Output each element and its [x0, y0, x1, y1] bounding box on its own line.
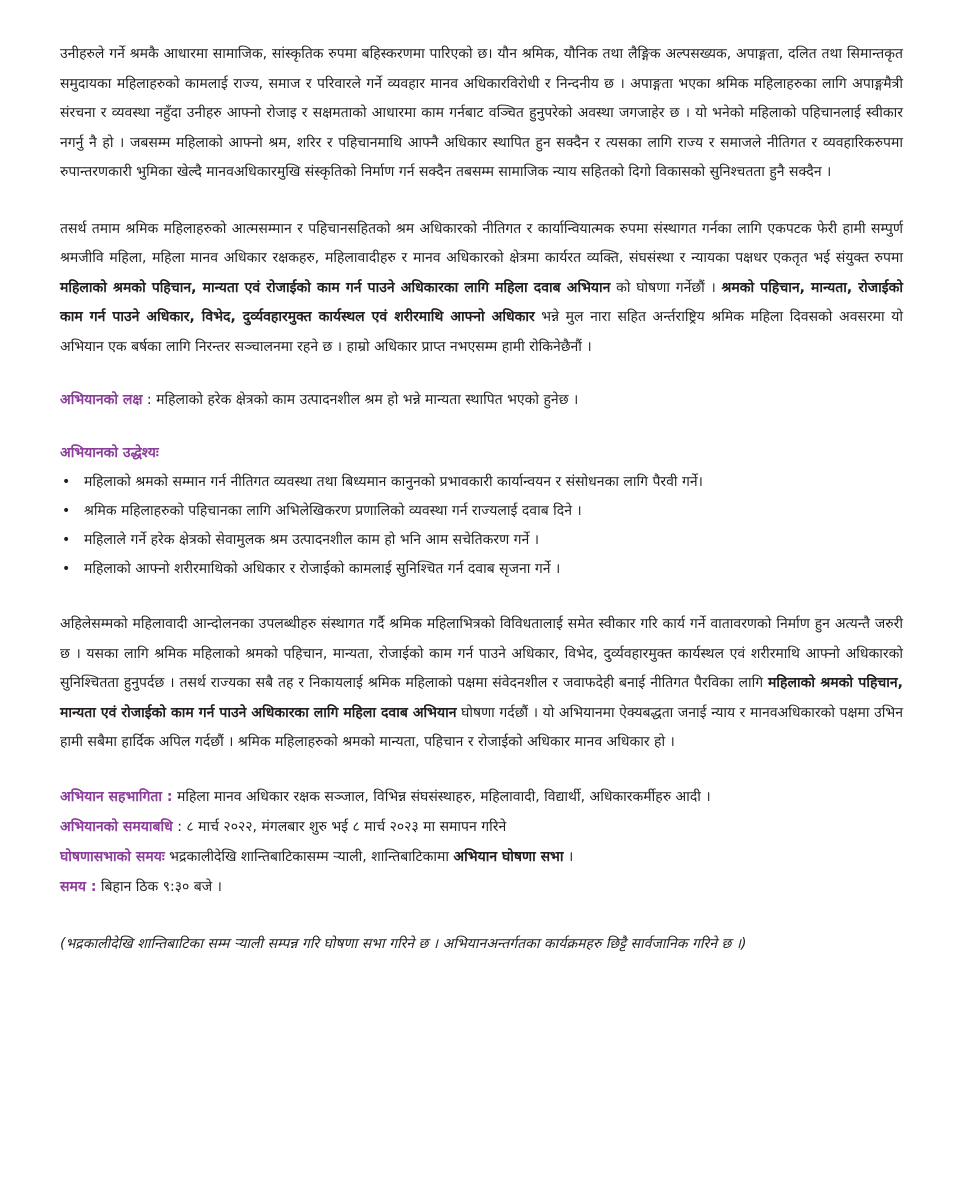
duration-line	[60, 812, 903, 842]
participation-line	[60, 782, 903, 812]
objective-text: श्रमिक महिलाहरुको पहिचानका लागि अभिलेखिकरण प्रणालिको व्यवस्था गर्न राज्यलाई दवाब दिने ।	[84, 503, 582, 519]
intro-paragraph: उनीहरुले गर्ने श्रमकै आधारमा सामाजिक, सांस्कृतिक रुपमा बहिस्करणमा पारिएको छ। यौन श्रमिक, यौनिक तथा लैङ्गिक अल्पसख्यक, अपाङ्गता, दलित तथा सिमान्तकृत समुदायका महिलाहरुको कामलाई राज्य, समाज र परिवारले गर्ने व्यवहार मानव अधिकारविरोधी र निन्दनीय छ । अपाङ्गता भएका श्रमिक महिलाहरुका लागि अपाङ्गमैत्री संरचना र व्यवस्था नहुँदा उनीहरु आफ्नो रोजाइ र सक्षमताको आधारमा काम गर्नबाट वञ्चित हुनुपरेको अवस्था जगजाहेर छ । यो भनेको महिलाको पहिचानलाई स्वीकार नगर्नु नै हो । जबसम्म महिलाको आफ्नो श्रम, शरिर र पहिचानमाथि आफ्नै अधिकार स्थापित हुन सक्दैन र त्यसका लागि राज्य र समाजले नीतिगत र व्यवहारिकरुपमा रुपान्तरणकारी भुमिका खेल्दै मानवअधिकारमुखि संस्कृतिको निर्माण गर्न सक्दैन तबसम्म सामाजिक न्याय सहितको दिगो विकासको सुनिश्चतता हुनै सक्दैन ।	[60, 46, 903, 180]
declaration-event-bold: अभियान घोषणा सभा	[453, 848, 564, 865]
appeal-text-2: घोषणा गर्दछौं । यो अभियानमा ऐक्यबद्धता जनाई न्याय र मानवअधिकारको पक्षमा उभिन हामी सबैमा हार्दिक अपिल गर्दछौं । श्रमिक महिलाहरुको श्रमको मान्यता, पहिचान र रोजाईको अधिकार मानव अधिकार हो ।	[60, 704, 903, 750]
closing-note: (भद्रकालीदेखि शान्तिबाटिका सम्म र्‍याली सम्पन्न गरि घोषणा सभा गरिने छ । अभियानअन्तर्गतका कार्यक्रमहरु छिट्टै सार्वजानिक गरिने छ ।)	[60, 935, 747, 952]
objectives-list	[60, 468, 903, 584]
list-item	[60, 468, 903, 497]
objectives-heading: अभियानको उद्धेश्यः	[60, 445, 159, 461]
duration-label: अभियानको समयाबधि	[60, 818, 173, 835]
campaign-text-2: को घोषणा गर्नेछौं ।	[610, 279, 722, 296]
time-text: बिहान ठिक ९:३० बजे ।	[96, 878, 222, 895]
objective-text: महिलाको आफ्नो शरीरमाथिको अधिकार र रोजाईको कामलाई सुनिश्चित गर्न दवाब सृजना गर्ने ।	[84, 561, 561, 577]
participation-text: महिला मानव अधिकार रक्षक सञ्जाल, विभिन्न संघसंस्थाहरु, महिलावादी, विद्यार्थी, अधिकारकर्मीहरु आदी ।	[172, 788, 711, 805]
campaign-info	[60, 782, 903, 902]
goal-label: अभियानको लक्ष	[60, 392, 143, 408]
bullet-icon: •	[62, 474, 71, 490]
appeal-text-1: अहिलेसम्मको महिलावादी आन्दोलनका उपलब्धीहरु संस्थागत गर्दै श्रमिक महिलाभित्रको विविधतालाई समेत स्वीकार गरि कार्य गर्ने वातावरणको निर्माण हुन अत्यन्तै जरुरी छ । यसका लागि श्रमिक महिलाको श्रमको पहिचान, मान्यता, रोजाईको काम गर्न पाउने अधिकार, विभेद, दुर्व्यवहारमुक्त कार्यस्थल एवं शरीरमाथि आफ्नो अधिकारको सुनिश्चितता हुनुपर्दछ । तसर्थ राज्यका सबै तह र निकायलाई श्रमिक महिलाको पक्षमा संवेदनशील र जवाफदेही बनाई नीतिगत पैरविका लागि	[60, 616, 903, 691]
list-item	[60, 526, 903, 555]
campaign-slogan-bold: श्रमको पहिचान, मान्यता, रोजाईको काम गर्न पाउने अधिकार, विभेद, दुर्व्यवहारमुक्त कार्यस्थल एवं शरीरमाथि आफ्नो अधिकार	[60, 279, 903, 325]
appeal-paragraph	[60, 610, 903, 758]
bullet-icon: •	[62, 561, 71, 577]
campaign-goal	[60, 386, 903, 415]
list-item	[60, 497, 903, 526]
goal-text: : महिलाको हरेक क्षेत्रको काम उत्पादनशील श्रम हो भन्ने मान्यता स्थापित भएको हुनेछ ।	[142, 392, 579, 408]
time-line	[60, 872, 903, 902]
declaration-label: घोषणासभाको समयः	[60, 848, 165, 865]
time-label: समय :	[60, 878, 97, 895]
duration-text: : ८ मार्च २०२२, मंगलबार शुरु भई ८ मार्च २०२३ मा समापन गरिने	[172, 818, 507, 835]
bullet-icon: •	[62, 503, 71, 519]
objective-text: महिलाको श्रमको सम्मान गर्न नीतिगत व्यवस्था तथा बिध्यमान कानुनको प्रभावकारी कार्यान्वयन र संसोधनका लागि पैरवी गर्ने।	[84, 474, 703, 490]
campaign-text-1: तसर्थ तमाम श्रमिक महिलाहरुको आत्मसम्मान र पहिचानसहितको श्रम अधिकारको नीतिगत र कार्यान्वियात्मक रुपमा संस्थागत गर्नका लागि एकपटक फेरी हामी सम्पुर्ण श्रमजीवि महिला, महिला मानव अधिकार रक्षकहरु, महिलावादीहरु र मानव अधिकारको क्षेत्रमा कार्यरत व्यक्ति, संघसंस्था र न्यायका पक्षधर एकतृत भई संयुक्त रुपमा	[60, 220, 903, 266]
bullet-icon: •	[62, 532, 71, 548]
objective-text: महिलाले गर्ने हरेक क्षेत्रको सेवामुलक श्रम उत्पादनशील काम हो भनि आम सचेतिकरण गर्ने ।	[84, 532, 540, 548]
campaign-paragraph	[60, 215, 903, 363]
list-item	[60, 555, 903, 584]
declaration-end: ।	[563, 848, 574, 865]
declaration-text: भद्रकालीदेखि शान्तिबाटिकासम्म र्‍याली, शान्तिबाटिकामा	[164, 848, 454, 865]
declaration-line	[60, 842, 903, 872]
appeal-campaign-bold: महिलाको श्रमको पहिचान, मान्यता एवं रोजाईको काम गर्न पाउने अधिकारका लागि महिला दवाब अभियान	[60, 675, 903, 721]
campaign-name-bold: महिलाको श्रमको पहिचान, मान्यता एवं रोजाईको काम गर्न पाउने अधिकारका लागि महिला दवाब अभियान	[60, 279, 611, 296]
campaign-text-3: भन्ने मुल नारा सहित अर्न्तराष्ट्रिय श्रमिक महिला दिवसको अवसरमा यो अभियान एक बर्षका लागि निरन्तर सञ्चालनमा रहने छ । हाम्रो अधिकार प्राप्त नभएसम्म हामी रोकिनेछैनौं ।	[60, 309, 903, 355]
participation-label: अभियान सहभागिता :	[60, 788, 173, 805]
